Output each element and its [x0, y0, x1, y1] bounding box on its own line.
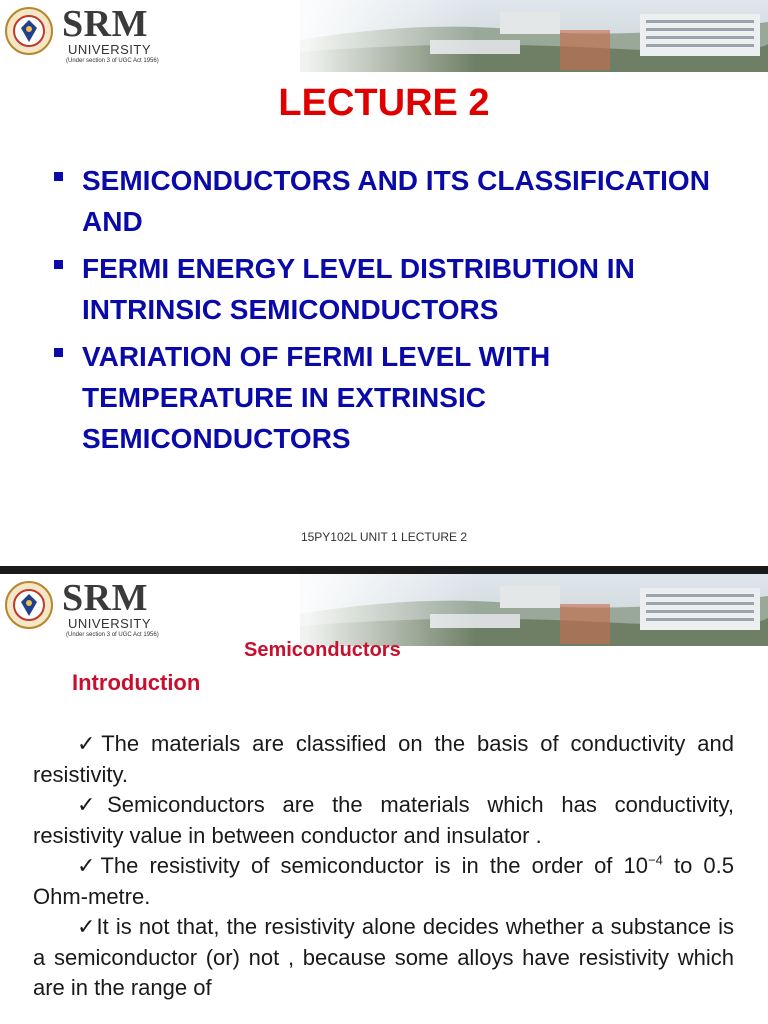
paragraph-text: The materials are classified on the basis of conductivity and resistivity.	[33, 731, 735, 787]
university-seal-icon	[4, 580, 54, 630]
slide-separator	[0, 566, 768, 574]
logo-note: (Under section 3 of UGC Act 1956)	[66, 632, 159, 638]
header-banner	[0, 574, 768, 646]
bullet-text: SEMICONDUCTORS AND ITS CLASSIFICATION AND	[82, 165, 710, 237]
topic-list	[52, 160, 752, 465]
paragraph-text: The resistivity of semiconductor is in the order of 10	[100, 853, 649, 878]
body-text	[33, 729, 734, 1004]
paragraph-text: to 0.5 Ohm-metre.	[33, 853, 735, 909]
logo-university: UNIVERSITY	[68, 616, 152, 631]
paragraph-text: It is not that, the resistivity alone decides whether a substance is a semiconductor (or) not , because some alloys have resistivity which are in the range of	[33, 914, 735, 1000]
checkmark-icon: ✓	[77, 731, 102, 756]
bullet-square-icon	[54, 172, 63, 181]
slide-2	[0, 574, 768, 1024]
list-item	[52, 160, 752, 242]
checkmark-icon: ✓	[77, 792, 108, 817]
lecture-title: LECTURE 2	[278, 82, 490, 124]
paragraph	[33, 851, 734, 912]
list-item	[52, 336, 752, 459]
checkmark-icon: ✓	[77, 914, 97, 939]
logo-university: UNIVERSITY	[68, 42, 152, 57]
bullet-square-icon	[54, 348, 63, 357]
university-seal-icon	[4, 6, 54, 56]
bullet-square-icon	[54, 260, 63, 269]
logo-wordmark: SRM	[62, 3, 148, 45]
header-banner	[0, 0, 768, 72]
university-logo	[4, 577, 176, 642]
exponent: −4	[648, 852, 663, 868]
university-logo	[4, 3, 176, 68]
paragraph	[33, 912, 734, 1004]
paragraph	[33, 790, 734, 851]
logo-wordmark: SRM	[62, 577, 148, 619]
bullet-text: FERMI ENERGY LEVEL DISTRIBUTION IN INTRINSIC SEMICONDUCTORS	[82, 253, 635, 325]
paragraph	[33, 729, 734, 790]
slide-footer: 15PY102L UNIT 1 LECTURE 2	[300, 530, 468, 544]
checkmark-icon: ✓	[77, 853, 101, 878]
paragraph-text: Semiconductors are the materials which has conductivity, resistivity value in between conductor and insulator .	[33, 792, 734, 848]
logo-note: (Under section 3 of UGC Act 1956)	[66, 58, 159, 64]
bullet-text: VARIATION OF FERMI LEVEL WITH TEMPERATURE IN EXTRINSIC SEMICONDUCTORS	[82, 341, 551, 454]
section-heading: Introduction	[72, 670, 201, 695]
slide-title: Semiconductors	[244, 639, 401, 661]
list-item	[52, 248, 752, 330]
